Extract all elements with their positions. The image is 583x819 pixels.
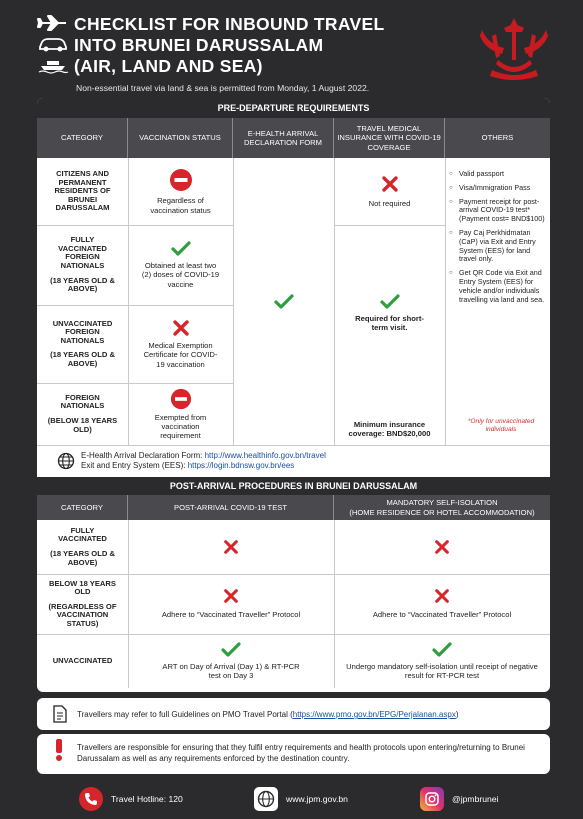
others-note: *Only for unvaccinated individuals [467, 418, 535, 433]
ship-icon [36, 56, 70, 74]
vaccination-cell-4 [128, 383, 233, 445]
category-line: (18 YEARS OLD & [50, 350, 115, 360]
category-unvaccinated-foreign [37, 305, 128, 383]
others-item [449, 170, 547, 179]
category-line: FULLY [70, 525, 95, 535]
divider [334, 225, 445, 226]
others-list [449, 170, 547, 309]
category-line: (18 YEARS OLD & [50, 275, 115, 285]
category-line: FULLY [70, 235, 95, 245]
website-link[interactable]: www.jpm.gov.bn [286, 794, 348, 804]
post-test-cell-1 [128, 520, 334, 574]
responsibility-text: Travellers are responsible for ensuring that they fulfil entry requirements and health protocols upon entering/returning to Brunei Darussalam as well as any requirements enforced by the destination country. [77, 743, 525, 763]
others-item [449, 184, 547, 193]
website-item [254, 787, 348, 811]
post-isolation-cell-2 [334, 574, 550, 634]
col-self-isolation-line-1: MANDATORY SELF-ISOLATION [386, 498, 498, 507]
title-icons [36, 14, 70, 77]
category-line: VACCINATED [58, 243, 107, 253]
others-item-text: Visa/Immigration Pass [459, 182, 531, 192]
instagram-item [420, 787, 498, 811]
bullet-icon: ○ [449, 198, 453, 205]
col-vaccination-status: VACCINATION STATUS [128, 118, 233, 158]
divider [445, 158, 446, 445]
car-icon [36, 35, 70, 53]
category-line: ABOVE) [67, 557, 98, 567]
ees-link-label: Exit and Entry System (EES): [81, 461, 188, 470]
post-isolation-cell-3 [334, 634, 550, 688]
others-item [449, 269, 547, 304]
no-entry-icon [169, 168, 193, 192]
vaccination-text-2: Obtained at least two (2) doses of COVID-19 vaccine [141, 261, 220, 289]
responsibility-notice [37, 734, 550, 774]
no-entry-icon [170, 388, 192, 410]
check-icon [432, 642, 452, 658]
category-line: ABOVE) [67, 284, 98, 294]
insurance-required-cell [334, 288, 445, 338]
ehealth-link-line [81, 451, 326, 461]
category-line: NATIONALS [60, 261, 105, 270]
post-test-cell-2 [128, 574, 334, 634]
col-ehealth-form: E-HEALTH ARRIVAL DECLARATION FORM [233, 118, 334, 158]
col-others: OTHERS [481, 133, 514, 143]
title-line-2: INTO BRUNEI DARUSSALAM [74, 35, 324, 55]
insurance-min-coverage-text: Minimum insurance coverage: BND$20,000 [348, 419, 431, 438]
cross-icon [223, 539, 239, 555]
exclamation-icon [53, 738, 65, 767]
subtitle: Non-essential travel via land & sea is permitted from Monday, 1 August 2022. [76, 83, 370, 93]
hotline-item [79, 787, 183, 811]
category-line: OLD) [73, 424, 92, 434]
insurance-min-coverage [334, 416, 445, 442]
col-category: CATEGORY [37, 495, 128, 520]
post-category-unvaccinated [37, 634, 128, 688]
guidelines-text [77, 709, 459, 720]
category-line: VACCINATION [56, 610, 109, 620]
brunei-crest-logo [474, 14, 554, 82]
insurance-not-required: Not required [368, 198, 411, 208]
check-icon [171, 241, 191, 257]
title-line-3: (AIR, LAND AND SEA) [74, 56, 263, 76]
pmo-portal-link[interactable]: https://www.pmo.gov.bn/EPG/Perjalanan.aspx [292, 710, 456, 719]
cross-icon [434, 588, 450, 604]
title-line-1: CHECKLIST FOR INBOUND TRAVEL [74, 14, 385, 34]
category-line: FOREIGN [65, 327, 100, 337]
header [0, 0, 583, 96]
cross-icon [172, 319, 190, 337]
category-line: VACCINATED [58, 534, 107, 544]
bullet-icon: ○ [449, 184, 453, 191]
category-line: DARUSSALAM [55, 203, 110, 213]
post-isolation-text-2: Adhere to “Vaccinated Traveller” Protocol [372, 610, 512, 620]
post-category-fully-vaccinated [37, 520, 128, 574]
vaccination-text-1: Regardless of vaccination status [150, 196, 211, 215]
col-self-isolation-line-2: (HOME RESIDENCE OR HOTEL ACCOMMODATION) [349, 507, 535, 517]
pre-departure-title: PRE-DEPARTURE REQUIREMENTS [37, 98, 550, 118]
category-citizens-pr [37, 158, 128, 225]
bullet-icon: ○ [449, 171, 453, 177]
category-line: NATIONALS [60, 335, 105, 345]
others-item [449, 198, 547, 224]
links-text [81, 451, 326, 471]
post-category-below-18 [37, 574, 128, 634]
guidelines-label: Travellers may refer to full Guidelines on PMO Travel Portal ( [77, 710, 293, 719]
bullet-icon: ○ [449, 229, 453, 236]
category-line: (BELOW 18 YEARS [47, 416, 118, 425]
instagram-icon [420, 787, 444, 811]
col-travel-insurance: TRAVEL MEDICAL INSURANCE WITH COVID-19 COVERAGE [334, 118, 445, 158]
others-item-text: Payment receipt for post-arrival COVID-19 test* (Payment cost= BND$100) [459, 196, 545, 224]
links-block [57, 450, 537, 474]
category-fully-vaccinated-foreign [37, 225, 128, 305]
ees-link[interactable]: https://login.bdnsw.gov.bn/ees [187, 461, 295, 470]
category-line: OLD [74, 587, 91, 597]
category-line: STATUS) [66, 618, 99, 628]
category-line: RESIDENTS OF [54, 186, 111, 196]
document-icon [53, 705, 67, 728]
insurance-required: Required for short-term visit. [355, 313, 424, 332]
footer [0, 780, 583, 819]
ehealth-cell [233, 158, 334, 445]
divider [37, 445, 550, 446]
col-category: CATEGORY [37, 118, 128, 158]
category-line: NATIONALS [60, 401, 105, 411]
guidelines-notice [37, 698, 550, 730]
category-foreign-below-18 [37, 383, 128, 445]
check-icon [274, 294, 294, 310]
vaccination-cell-2 [128, 225, 233, 305]
vaccination-text-3: Medical Exemption Certificate for COVID-19 vaccination [143, 341, 218, 369]
cross-icon [434, 539, 450, 555]
checklist-card [37, 98, 550, 692]
col-self-isolation [334, 495, 550, 520]
category-line: BELOW 18 YEARS [49, 578, 116, 588]
category-line: PERMANENT [58, 177, 107, 187]
vaccination-text-4: Exempted from vaccination requirement [154, 412, 207, 441]
post-test-cell-3 [128, 634, 334, 688]
globe-icon [57, 452, 75, 475]
col-post-arrival-test: POST-ARRIVAL COVID-19 TEST [128, 495, 334, 520]
category-line: FOREIGN [65, 252, 100, 262]
post-arrival-header-row [37, 495, 550, 520]
category-line: UNVACCINATED [52, 655, 113, 665]
category-line: CITIZENS AND [56, 169, 109, 179]
plane-icon [36, 14, 70, 32]
post-arrival-title: POST-ARRIVAL PROCEDURES IN BRUNEI DARUSSALAM [37, 477, 550, 495]
insurance-not-required-cell [334, 158, 445, 225]
ehealth-link[interactable]: http://www.healthinfo.gov.bn/travel [204, 451, 326, 460]
others-item-text: Valid passport [459, 169, 505, 178]
check-icon [221, 642, 241, 658]
ehealth-link-label: E-Health Arrival Declaration Form: [81, 451, 205, 460]
instagram-handle[interactable]: @jpmbrunei [452, 794, 499, 804]
others-item [449, 229, 547, 264]
check-icon [380, 294, 400, 310]
post-isolation-text-3: Undergo mandatory self-isolation until receipt of negative result for RT-PCR test [346, 661, 538, 680]
hotline-text: Travel Hotline: 120 [111, 794, 183, 804]
post-test-text-3: ART on Day of Arrival (Day 1) & RT-PCR test on Day 3 [162, 661, 300, 680]
cross-icon [223, 588, 239, 604]
others-item-text: Get QR Code via Exit and Entry System (EES) for vehicle and/or individuals travelling via land and sea. [459, 268, 545, 304]
category-line: (REGARDLESS OF [48, 601, 117, 611]
page-title [74, 14, 384, 77]
bullet-icon: ○ [449, 270, 453, 277]
phone-icon [79, 787, 103, 811]
cross-icon [381, 175, 399, 193]
category-line: ABOVE) [67, 358, 98, 368]
vaccination-cell-1 [128, 158, 233, 225]
category-line: BRUNEI [67, 194, 98, 204]
guidelines-end: ) [455, 710, 459, 719]
globe-icon [254, 787, 278, 811]
post-isolation-cell-1 [334, 520, 550, 574]
post-test-text-2: Adhere to “Vaccinated Traveller” Protocol [161, 610, 301, 620]
category-line: FOREIGN [65, 392, 100, 402]
vaccination-cell-3 [128, 305, 233, 383]
others-item-text: Pay Caj Perkhidmatan (CaP) via Exit and Entry System (EES) for land travel only. [459, 227, 536, 264]
pre-departure-header-row [37, 118, 550, 158]
category-line: UNVACCINATED [52, 318, 113, 328]
category-line: (18 YEARS OLD & [50, 549, 115, 558]
ees-link-line [81, 461, 326, 471]
